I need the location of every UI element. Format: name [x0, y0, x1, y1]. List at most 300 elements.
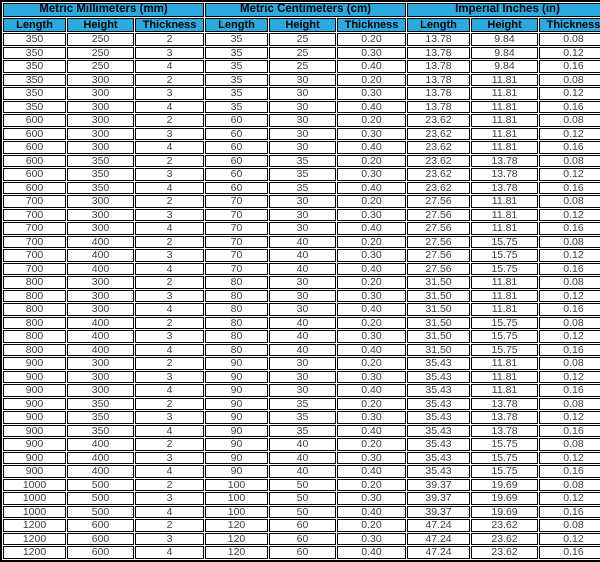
- table-cell: 13.78: [407, 33, 470, 46]
- table-cell: 600: [3, 128, 66, 141]
- table-row: [3, 425, 600, 438]
- table-cell: 0.16: [539, 141, 600, 154]
- table-cell: 25: [269, 33, 336, 46]
- table-cell: 60: [269, 533, 336, 546]
- table-cell: 15.75: [471, 249, 538, 262]
- table-cell: 300: [67, 209, 134, 222]
- table-cell: 3: [135, 209, 204, 222]
- table-cell: 11.81: [471, 209, 538, 222]
- table-cell: 13.78: [471, 168, 538, 181]
- table-cell: 11.81: [471, 290, 538, 303]
- table-cell: 23.62: [407, 155, 470, 168]
- table-cell: 0.12: [539, 492, 600, 505]
- table-cell: 2: [135, 33, 204, 46]
- table-cell: 19.69: [471, 492, 538, 505]
- table-cell: 3: [135, 87, 204, 100]
- table-cell: 0.30: [337, 492, 406, 505]
- table-cell: 0.40: [337, 384, 406, 397]
- table-cell: 9.84: [471, 33, 538, 46]
- table-cell: 300: [67, 222, 134, 235]
- table-cell: 13.78: [407, 47, 470, 60]
- table-cell: 23.62: [471, 546, 538, 559]
- table-cell: 2: [135, 155, 204, 168]
- table-cell: 0.08: [539, 195, 600, 208]
- table-cell: 35.43: [407, 398, 470, 411]
- table-cell: 0.20: [337, 438, 406, 451]
- table-cell: 3: [135, 249, 204, 262]
- table-row: [3, 546, 600, 559]
- table-row: [3, 74, 600, 87]
- table-cell: 90: [205, 384, 268, 397]
- table-cell: 0.12: [539, 533, 600, 546]
- table-row: [3, 465, 600, 478]
- table-cell: 900: [3, 425, 66, 438]
- table-cell: 0.08: [539, 438, 600, 451]
- table-cell: 27.56: [407, 263, 470, 276]
- table-cell: 800: [3, 303, 66, 316]
- table-cell: 600: [67, 519, 134, 532]
- table-cell: 4: [135, 425, 204, 438]
- table-cell: 23.62: [407, 141, 470, 154]
- table-cell: 39.37: [407, 506, 470, 519]
- column-header-mm-thickness: Thickness: [135, 18, 204, 32]
- table-cell: 47.24: [407, 546, 470, 559]
- table-cell: 0.16: [539, 384, 600, 397]
- table-cell: 900: [3, 371, 66, 384]
- table-cell: 90: [205, 452, 268, 465]
- table-cell: 120: [205, 533, 268, 546]
- table-cell: 60: [205, 128, 268, 141]
- table-cell: 27.56: [407, 222, 470, 235]
- table-cell: 600: [67, 533, 134, 546]
- table-row: [3, 371, 600, 384]
- table-cell: 13.78: [407, 74, 470, 87]
- table-cell: 350: [3, 47, 66, 60]
- table-cell: 350: [3, 33, 66, 46]
- table-cell: 40: [269, 317, 336, 330]
- column-header-cm-length: Length: [205, 18, 268, 32]
- table-cell: 40: [269, 344, 336, 357]
- table-cell: 300: [67, 141, 134, 154]
- table-row: [3, 384, 600, 397]
- table-cell: 350: [3, 87, 66, 100]
- table-cell: 700: [3, 263, 66, 276]
- table-cell: 0.08: [539, 398, 600, 411]
- table-cell: 4: [135, 101, 204, 114]
- table-cell: 0.16: [539, 344, 600, 357]
- table-cell: 0.12: [539, 452, 600, 465]
- table-cell: 47.24: [407, 519, 470, 532]
- table-row: [3, 222, 600, 235]
- table-cell: 3: [135, 330, 204, 343]
- table-cell: 50: [269, 492, 336, 505]
- table-cell: 60: [205, 168, 268, 181]
- table-cell: 35: [205, 101, 268, 114]
- table-cell: 0.16: [539, 425, 600, 438]
- table-cell: 300: [67, 101, 134, 114]
- table-cell: 300: [67, 128, 134, 141]
- table-cell: 35.43: [407, 438, 470, 451]
- table-cell: 19.69: [471, 506, 538, 519]
- table-cell: 35: [269, 168, 336, 181]
- table-cell: 80: [205, 290, 268, 303]
- table-cell: 4: [135, 141, 204, 154]
- table-cell: 4: [135, 384, 204, 397]
- table-cell: 350: [67, 182, 134, 195]
- table-row: [3, 533, 600, 546]
- table-cell: 3: [135, 290, 204, 303]
- table-row: [3, 344, 600, 357]
- table-row: [3, 330, 600, 343]
- table-cell: 40: [269, 465, 336, 478]
- group-header-row: [3, 3, 600, 17]
- table-cell: 600: [67, 546, 134, 559]
- table-cell: 250: [67, 33, 134, 46]
- table-cell: 13.78: [471, 155, 538, 168]
- table-cell: 2: [135, 74, 204, 87]
- table-cell: 3: [135, 168, 204, 181]
- table-cell: 35: [205, 60, 268, 73]
- table-cell: 4: [135, 465, 204, 478]
- table-cell: 23.62: [471, 533, 538, 546]
- table-cell: 0.12: [539, 371, 600, 384]
- table-cell: 35: [269, 411, 336, 424]
- table-cell: 0.40: [337, 141, 406, 154]
- table-cell: 27.56: [407, 209, 470, 222]
- table-cell: 4: [135, 60, 204, 73]
- table-cell: 11.81: [471, 87, 538, 100]
- table-cell: 30: [269, 303, 336, 316]
- table-row: [3, 249, 600, 262]
- table-cell: 11.81: [471, 74, 538, 87]
- table-cell: 0.20: [337, 317, 406, 330]
- table-cell: 60: [205, 155, 268, 168]
- table-cell: 0.30: [337, 371, 406, 384]
- table-cell: 300: [67, 74, 134, 87]
- column-header-in-length: Length: [407, 18, 470, 32]
- table-cell: 30: [269, 290, 336, 303]
- table-cell: 0.12: [539, 330, 600, 343]
- table-cell: 90: [205, 398, 268, 411]
- table-cell: 0.08: [539, 236, 600, 249]
- table-cell: 30: [269, 114, 336, 127]
- table-cell: 31.50: [407, 344, 470, 357]
- table-cell: 4: [135, 546, 204, 559]
- table-cell: 0.16: [539, 222, 600, 235]
- table-cell: 700: [3, 249, 66, 262]
- table-cell: 0.20: [337, 398, 406, 411]
- table-row: [3, 398, 600, 411]
- table-row: [3, 519, 600, 532]
- table-cell: 400: [67, 344, 134, 357]
- table-cell: 0.40: [337, 465, 406, 478]
- table-cell: 4: [135, 506, 204, 519]
- table-cell: 60: [269, 546, 336, 559]
- table-cell: 0.08: [539, 519, 600, 532]
- table-cell: 900: [3, 438, 66, 451]
- table-cell: 40: [269, 249, 336, 262]
- table-cell: 80: [205, 330, 268, 343]
- table-row: [3, 182, 600, 195]
- table-cell: 3: [135, 47, 204, 60]
- table-cell: 700: [3, 195, 66, 208]
- table-cell: 0.08: [539, 357, 600, 370]
- table-cell: 27.56: [407, 195, 470, 208]
- table-cell: 400: [67, 249, 134, 262]
- table-cell: 50: [269, 506, 336, 519]
- table-cell: 40: [269, 452, 336, 465]
- table-cell: 0.20: [337, 276, 406, 289]
- table-cell: 800: [3, 276, 66, 289]
- table-cell: 300: [67, 290, 134, 303]
- column-header-cm-height: Height: [269, 18, 336, 32]
- table-row: [3, 60, 600, 73]
- table-cell: 11.81: [471, 101, 538, 114]
- table-cell: 2: [135, 398, 204, 411]
- table-cell: 4: [135, 182, 204, 195]
- table-cell: 0.08: [539, 155, 600, 168]
- table-cell: 300: [67, 195, 134, 208]
- table-cell: 11.81: [471, 384, 538, 397]
- table-cell: 3: [135, 128, 204, 141]
- table-cell: 0.08: [539, 479, 600, 492]
- table-cell: 700: [3, 236, 66, 249]
- table-cell: 900: [3, 384, 66, 397]
- table-cell: 300: [67, 114, 134, 127]
- table-cell: 15.75: [471, 344, 538, 357]
- table-cell: 600: [3, 114, 66, 127]
- table-cell: 0.20: [337, 195, 406, 208]
- table-cell: 1200: [3, 546, 66, 559]
- table-cell: 11.81: [471, 371, 538, 384]
- table-cell: 400: [67, 438, 134, 451]
- table-cell: 0.40: [337, 344, 406, 357]
- table-cell: 35.43: [407, 425, 470, 438]
- column-header-cm-thickness: Thickness: [337, 18, 406, 32]
- column-header-row: [3, 18, 600, 32]
- table-cell: 350: [67, 155, 134, 168]
- table-cell: 30: [269, 222, 336, 235]
- table-cell: 27.56: [407, 236, 470, 249]
- table-cell: 3: [135, 411, 204, 424]
- table-cell: 35.43: [407, 357, 470, 370]
- table-cell: 39.37: [407, 492, 470, 505]
- table-cell: 2: [135, 276, 204, 289]
- table-cell: 40: [269, 438, 336, 451]
- table-cell: 0.08: [539, 317, 600, 330]
- table-cell: 300: [67, 276, 134, 289]
- table-cell: 35: [205, 47, 268, 60]
- table-cell: 90: [205, 371, 268, 384]
- table-row: [3, 168, 600, 181]
- table-cell: 30: [269, 276, 336, 289]
- table-cell: 25: [269, 60, 336, 73]
- table-row: [3, 492, 600, 505]
- table-cell: 250: [67, 47, 134, 60]
- table-row: [3, 114, 600, 127]
- table-cell: 47.24: [407, 533, 470, 546]
- table-row: [3, 47, 600, 60]
- table-cell: 60: [269, 519, 336, 532]
- table-cell: 400: [67, 317, 134, 330]
- table-cell: 0.12: [539, 87, 600, 100]
- table-row: [3, 317, 600, 330]
- table-cell: 1000: [3, 492, 66, 505]
- table-row: [3, 263, 600, 276]
- table-cell: 0.16: [539, 60, 600, 73]
- table-cell: 31.50: [407, 317, 470, 330]
- table-cell: 70: [205, 236, 268, 249]
- table-cell: 0.30: [337, 128, 406, 141]
- table-cell: 30: [269, 209, 336, 222]
- table-cell: 15.75: [471, 317, 538, 330]
- table-cell: 120: [205, 519, 268, 532]
- table-cell: 500: [67, 492, 134, 505]
- table-cell: 80: [205, 344, 268, 357]
- table-row: [3, 479, 600, 492]
- table-cell: 13.78: [471, 398, 538, 411]
- table-cell: 31.50: [407, 290, 470, 303]
- table-cell: 0.16: [539, 263, 600, 276]
- table-cell: 1200: [3, 519, 66, 532]
- table-cell: 900: [3, 465, 66, 478]
- table-cell: 23.62: [471, 519, 538, 532]
- table-cell: 30: [269, 195, 336, 208]
- table-cell: 80: [205, 317, 268, 330]
- table-cell: 35: [205, 33, 268, 46]
- table-cell: 0.40: [337, 101, 406, 114]
- table-cell: 15.75: [471, 236, 538, 249]
- group-header-metric-cm: Metric Centimeters (cm): [205, 3, 406, 17]
- table-cell: 0.16: [539, 303, 600, 316]
- table-row: [3, 290, 600, 303]
- table-cell: 0.20: [337, 33, 406, 46]
- table-cell: 35.43: [407, 411, 470, 424]
- table-cell: 35: [205, 74, 268, 87]
- table-cell: 35: [269, 182, 336, 195]
- table-cell: 0.16: [539, 506, 600, 519]
- table-cell: 13.78: [471, 411, 538, 424]
- table-cell: 300: [67, 384, 134, 397]
- table-cell: 0.12: [539, 128, 600, 141]
- table-cell: 0.20: [337, 479, 406, 492]
- table-cell: 400: [67, 330, 134, 343]
- table-cell: 800: [3, 330, 66, 343]
- table-cell: 0.20: [337, 357, 406, 370]
- table-cell: 13.78: [471, 182, 538, 195]
- table-cell: 70: [205, 222, 268, 235]
- table-row: [3, 276, 600, 289]
- table-cell: 400: [67, 263, 134, 276]
- table-cell: 0.20: [337, 155, 406, 168]
- table-cell: 400: [67, 236, 134, 249]
- table-cell: 1200: [3, 533, 66, 546]
- table-cell: 1000: [3, 479, 66, 492]
- table-cell: 350: [3, 60, 66, 73]
- table-cell: 600: [3, 168, 66, 181]
- table-cell: 70: [205, 263, 268, 276]
- table-cell: 0.40: [337, 263, 406, 276]
- table-cell: 350: [67, 411, 134, 424]
- table-cell: 2: [135, 479, 204, 492]
- table-cell: 350: [67, 425, 134, 438]
- table-cell: 15.75: [471, 263, 538, 276]
- table-row: [3, 155, 600, 168]
- table-cell: 80: [205, 276, 268, 289]
- table-cell: 0.40: [337, 222, 406, 235]
- table-cell: 90: [205, 357, 268, 370]
- table-cell: 0.40: [337, 506, 406, 519]
- table-cell: 13.78: [407, 60, 470, 73]
- table-cell: 0.16: [539, 546, 600, 559]
- table-cell: 25: [269, 47, 336, 60]
- table-cell: 0.30: [337, 87, 406, 100]
- table-cell: 800: [3, 317, 66, 330]
- table-cell: 700: [3, 222, 66, 235]
- table-cell: 2: [135, 317, 204, 330]
- table-row: [3, 452, 600, 465]
- table-cell: 50: [269, 479, 336, 492]
- table-cell: 100: [205, 492, 268, 505]
- table-row: [3, 411, 600, 424]
- table-cell: 300: [67, 87, 134, 100]
- table-cell: 4: [135, 222, 204, 235]
- table-cell: 300: [67, 371, 134, 384]
- table-cell: 0.40: [337, 546, 406, 559]
- table-cell: 0.30: [337, 290, 406, 303]
- table-cell: 23.62: [407, 128, 470, 141]
- table-cell: 9.84: [471, 60, 538, 73]
- table-cell: 3: [135, 492, 204, 505]
- table-cell: 15.75: [471, 465, 538, 478]
- table-cell: 600: [3, 141, 66, 154]
- table-cell: 0.30: [337, 452, 406, 465]
- table-row: [3, 141, 600, 154]
- table-cell: 0.12: [539, 411, 600, 424]
- table-cell: 90: [205, 438, 268, 451]
- table-cell: 0.20: [337, 519, 406, 532]
- table-cell: 35.43: [407, 384, 470, 397]
- table-cell: 700: [3, 209, 66, 222]
- table-row: [3, 33, 600, 46]
- table-cell: 15.75: [471, 438, 538, 451]
- group-header-metric-mm: Metric Millimeters (mm): [3, 3, 204, 17]
- table-cell: 23.62: [407, 182, 470, 195]
- table-cell: 11.81: [471, 195, 538, 208]
- table-cell: 40: [269, 330, 336, 343]
- table-cell: 2: [135, 236, 204, 249]
- table-cell: 60: [205, 182, 268, 195]
- table-cell: 0.40: [337, 60, 406, 73]
- table-cell: 90: [205, 411, 268, 424]
- table-cell: 31.50: [407, 276, 470, 289]
- table-cell: 15.75: [471, 330, 538, 343]
- table-cell: 11.81: [471, 276, 538, 289]
- table-cell: 100: [205, 479, 268, 492]
- table-row: [3, 236, 600, 249]
- table-cell: 0.20: [337, 74, 406, 87]
- table-cell: 400: [67, 452, 134, 465]
- table-cell: 30: [269, 384, 336, 397]
- table-cell: 13.78: [407, 87, 470, 100]
- table-cell: 350: [67, 398, 134, 411]
- table-cell: 35: [269, 155, 336, 168]
- table-cell: 30: [269, 371, 336, 384]
- table-row: [3, 357, 600, 370]
- table-cell: 30: [269, 357, 336, 370]
- table-cell: 0.30: [337, 249, 406, 262]
- column-header-mm-height: Height: [67, 18, 134, 32]
